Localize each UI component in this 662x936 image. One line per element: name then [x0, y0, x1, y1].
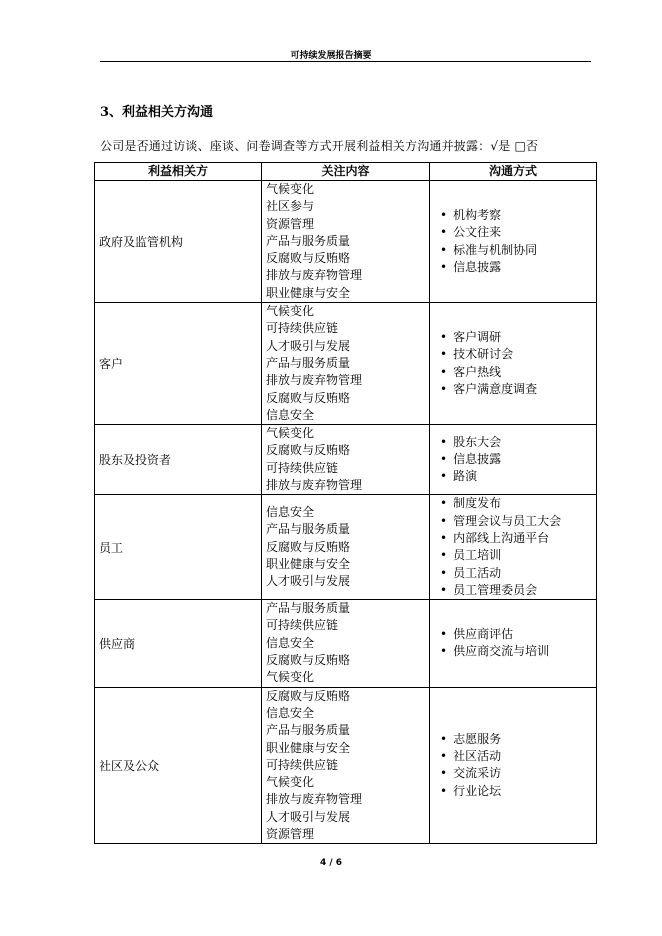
- table-row: [95, 303, 597, 425]
- method-item: • 社区活动: [434, 748, 592, 765]
- methods-cell: [430, 495, 597, 600]
- method-item: • 标准与机制协同: [434, 242, 592, 259]
- stakeholder-table: [94, 162, 597, 844]
- topic-item: 反腐败与反贿赂: [266, 539, 351, 554]
- topics-cell: [262, 600, 430, 687]
- methods-list: [434, 731, 592, 800]
- page-number: 4 / 6: [319, 858, 343, 868]
- topic-item: 职业健康与安全: [266, 740, 351, 755]
- topic-item: 信息安全: [266, 504, 315, 519]
- method-item: • 供应商交流与培训: [434, 643, 592, 660]
- topic-item: 产品与服务质量: [266, 355, 351, 370]
- methods-list: [434, 434, 592, 486]
- topic-item: 反腐败与反贿赂: [266, 390, 351, 405]
- stakeholder-cell: 员工: [95, 495, 262, 600]
- table-row: [95, 495, 597, 600]
- topic-item: 气候变化: [266, 670, 315, 685]
- column-header-methods: 沟通方式: [430, 163, 597, 181]
- methods-list: [434, 495, 592, 599]
- method-item: • 员工管理委员会: [434, 582, 592, 599]
- topic-item: 反腐败与反贿赂: [266, 688, 351, 703]
- method-item: • 员工培训: [434, 547, 592, 564]
- page-header-title: 可持续发展报告摘要: [290, 51, 372, 61]
- section-heading: 3、利益相关方沟通: [100, 105, 214, 120]
- methods-cell: [430, 600, 597, 687]
- topic-item: 可持续供应链: [266, 321, 339, 336]
- methods-cell: [430, 687, 597, 844]
- topic-item: 产品与服务质量: [266, 522, 351, 537]
- stakeholder-cell: 股东及投资者: [95, 425, 262, 495]
- topics-cell: [262, 425, 430, 495]
- method-item: • 信息披露: [434, 451, 592, 468]
- topic-item: 人才吸引与发展: [266, 574, 351, 589]
- topic-item: 可持续供应链: [266, 757, 339, 772]
- methods-list: [434, 329, 592, 398]
- method-item: • 客户满意度调查: [434, 381, 592, 398]
- topic-item: 信息安全: [266, 407, 315, 422]
- method-item: • 员工活动: [434, 565, 592, 582]
- topic-item: 气候变化: [266, 775, 315, 790]
- topic-item: 排放与废弃物管理: [266, 478, 363, 493]
- stakeholder-cell: 供应商: [95, 600, 262, 687]
- method-item: • 供应商评估: [434, 626, 592, 643]
- method-item: • 制度发布: [434, 495, 592, 512]
- stakeholder-cell: 客户: [95, 303, 262, 425]
- method-item: • 交流采访: [434, 765, 592, 782]
- topic-item: 排放与废弃物管理: [266, 792, 363, 807]
- method-item: • 客户热线: [434, 364, 592, 381]
- topic-item: 职业健康与安全: [266, 285, 351, 300]
- method-item: • 管理会议与员工大会: [434, 513, 592, 530]
- topics-cell: [262, 687, 430, 844]
- method-item: • 机构考察: [434, 207, 592, 224]
- intro-paragraph: 公司是否通过访谈、座谈、问卷调查等方式开展利益相关方沟通并披露：√是 □否: [100, 139, 539, 153]
- topic-item: 排放与废弃物管理: [266, 268, 363, 283]
- column-header-stakeholder: 利益相关方: [95, 163, 262, 181]
- topic-item: 产品与服务质量: [266, 601, 351, 616]
- topics-cell: [262, 181, 430, 303]
- topic-item: 人才吸引与发展: [266, 809, 351, 824]
- topic-item: 可持续供应链: [266, 618, 339, 633]
- topic-item: 人才吸引与发展: [266, 338, 351, 353]
- topic-item: 信息安全: [266, 705, 315, 720]
- topic-item: 反腐败与反贿赂: [266, 653, 351, 668]
- topic-item: 可持续供应链: [266, 460, 339, 475]
- topic-item: 反腐败与反贿赂: [266, 443, 351, 458]
- methods-cell: [430, 303, 597, 425]
- table-row: [95, 687, 597, 844]
- topic-item: 气候变化: [266, 182, 315, 196]
- method-item: • 信息披露: [434, 259, 592, 276]
- table-row: [95, 600, 597, 687]
- header-divider: [100, 61, 591, 62]
- topic-item: 产品与服务质量: [266, 233, 351, 248]
- stakeholder-cell: 政府及监管机构: [95, 181, 262, 303]
- table-row: [95, 181, 597, 303]
- table-row: [95, 425, 597, 495]
- method-item: • 客户调研: [434, 329, 592, 346]
- method-item: • 志愿服务: [434, 731, 592, 748]
- method-item: • 股东大会: [434, 434, 592, 451]
- topic-item: 资源管理: [266, 216, 315, 231]
- methods-cell: [430, 181, 597, 303]
- topics-cell: [262, 495, 430, 600]
- table-body: [95, 181, 597, 844]
- method-item: • 技术研讨会: [434, 346, 592, 363]
- topics-cell: [262, 303, 430, 425]
- methods-list: [434, 207, 592, 276]
- method-item: • 路演: [434, 468, 592, 485]
- methods-cell: [430, 425, 597, 495]
- topic-item: 气候变化: [266, 426, 315, 441]
- topic-item: 反腐败与反贿赂: [266, 251, 351, 266]
- topic-item: 产品与服务质量: [266, 723, 351, 738]
- method-item: • 行业论坛: [434, 783, 592, 800]
- topic-item: 气候变化: [266, 304, 315, 319]
- table-header-row: [95, 163, 597, 181]
- topic-item: 职业健康与安全: [266, 556, 351, 571]
- stakeholder-cell: 社区及公众: [95, 687, 262, 844]
- topic-item: 排放与废弃物管理: [266, 373, 363, 388]
- method-item: • 公文往来: [434, 224, 592, 241]
- column-header-topics: 关注内容: [262, 163, 430, 181]
- methods-list: [434, 626, 592, 661]
- topic-item: 社区参与: [266, 199, 315, 214]
- topic-item: 信息安全: [266, 635, 315, 650]
- method-item: • 内部线上沟通平台: [434, 530, 592, 547]
- topic-item: 资源管理: [266, 826, 315, 841]
